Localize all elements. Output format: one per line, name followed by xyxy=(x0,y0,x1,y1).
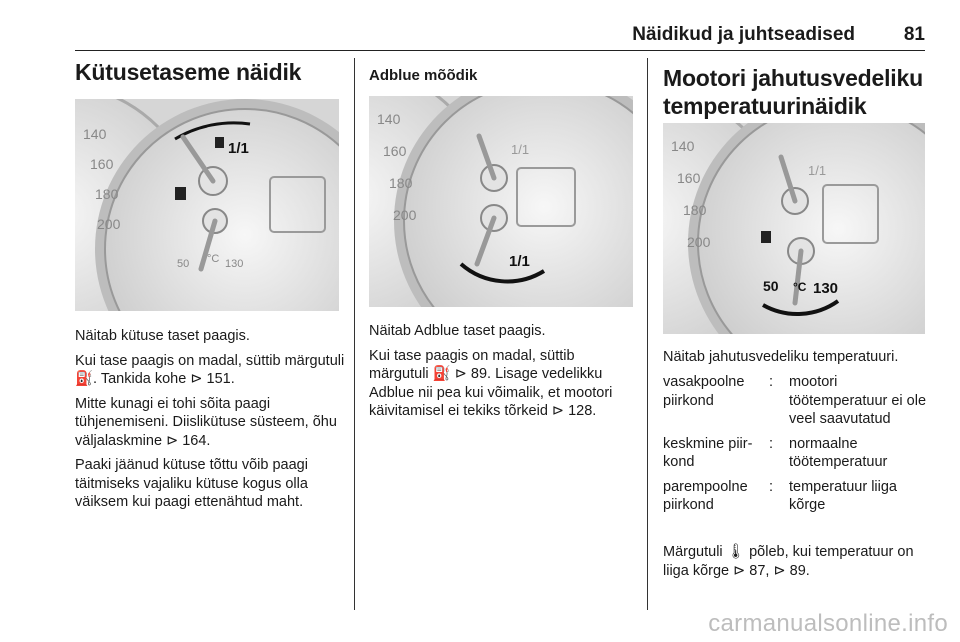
coolant-gauge-intro xyxy=(663,348,943,373)
paragraph: Märgutuli 🌡 põleb, kui temperatuur on liiga kõrge ⊳ 87, ⊳ 89. xyxy=(663,544,914,579)
adblue-gauge-figure xyxy=(369,96,633,307)
section-coolant-gauge xyxy=(663,64,943,120)
coolant-gauge-outro xyxy=(663,543,943,586)
watermark: carmanualsonline.info xyxy=(708,610,948,637)
temp-low-label: 50 xyxy=(763,278,779,294)
speed-tick: 160 xyxy=(383,143,407,159)
section-adblue-gauge xyxy=(369,66,639,86)
section-fuel-gauge xyxy=(75,58,345,86)
temp-high-label: 130 xyxy=(225,258,244,270)
definition-term: keskmine piir-kond xyxy=(663,435,753,470)
speed-tick: 140 xyxy=(377,111,401,127)
fuel-full-label: 1/1 xyxy=(228,140,249,157)
coolant-temp-icon xyxy=(761,231,771,243)
adblue-gauge-illustration xyxy=(369,96,633,307)
definition-term: vasakpoolne piirkond xyxy=(663,374,745,409)
section-heading xyxy=(663,64,943,120)
definition-colon: : xyxy=(769,435,774,452)
temp-low-label: 50 xyxy=(177,258,190,270)
column-separator-1 xyxy=(354,58,355,610)
definition-desc: temperatuur liiga kõrge xyxy=(789,478,897,513)
fuel-full-label: 1/1 xyxy=(511,142,530,157)
speed-tick: 200 xyxy=(393,207,417,223)
paragraph: Näitab kütuse taset paagis. xyxy=(75,328,250,344)
definition-row xyxy=(663,435,933,472)
coolant-gauge-illustration xyxy=(663,123,925,334)
speed-tick: 200 xyxy=(687,234,711,250)
adblue-gauge-text xyxy=(369,322,637,427)
paragraph: Paaki jäänud kütuse tõttu võib paagi täitmiseks vajaliku kütuse kogus olla väiksem kui paagi ettenähtud maht. xyxy=(75,457,308,510)
speed-tick: 140 xyxy=(83,126,107,142)
paragraph: Kui tase paagis on madal, süttib märgutuli ⛽. Tankida kohe ⊳ 151. xyxy=(75,352,345,387)
speed-tick: 180 xyxy=(389,175,413,191)
definition-row xyxy=(663,478,933,515)
definition-colon: : xyxy=(769,374,774,390)
fuel-gauge-text xyxy=(75,327,347,518)
speed-tick: 200 xyxy=(97,216,121,232)
definition-colon: : xyxy=(769,478,774,495)
speed-tick: 160 xyxy=(90,156,114,172)
temp-unit-label: °C xyxy=(793,280,807,294)
paragraph: Näitab jahutusvedeliku temperatuuri. xyxy=(663,349,899,365)
definition-desc: mootori töötemperatuur ei ole veel saavutatud xyxy=(789,374,927,427)
paragraph: Mitte kunagi ei tohi sõita paagi tühjenemiseni. Diislikütuse süsteem, õhu väljalaskmine ⊳ 164. xyxy=(75,395,337,449)
coolant-gauge-figure xyxy=(663,123,925,334)
definition-desc: normaalne töötemperatuur xyxy=(789,435,888,470)
coolant-zone-definitions xyxy=(663,373,933,521)
speed-tick: 180 xyxy=(95,186,119,202)
temp-high-label: 130 xyxy=(813,280,839,297)
definition-term: parempoolne piirkond xyxy=(663,478,748,513)
column-separator-2 xyxy=(647,58,648,610)
page-number: 81 xyxy=(903,24,925,45)
section-heading-line: temperatuurinäidik xyxy=(663,93,867,119)
section-heading-line: Mootori jahutusvedeliku xyxy=(663,65,923,91)
speed-tick: 140 xyxy=(671,138,695,154)
speed-tick: 180 xyxy=(683,202,707,218)
fuel-full-label: 1/1 xyxy=(808,163,827,178)
adblue-full-label: 1/1 xyxy=(509,253,530,270)
section-heading: Adblue mõõdik xyxy=(369,67,478,84)
temp-unit-label: °C xyxy=(207,253,220,265)
paragraph: Kui tase paagis on madal, süttib märgutuli ⛽ ⊳ 89. Lisage vedelikku Adblue nii pea kui võimalik, et mootori käivitamisel ei tekiks tõrkeid ⊳ 128. xyxy=(369,347,613,419)
fuel-gauge-figure xyxy=(75,99,339,311)
fuel-gauge-illustration xyxy=(75,99,339,311)
page-title: Näidikud ja juhtseadised xyxy=(632,24,855,45)
section-heading: Kütusetaseme näidik xyxy=(75,59,302,85)
definition-row xyxy=(663,373,933,429)
page-header xyxy=(75,22,925,51)
paragraph: Näitab Adblue taset paagis. xyxy=(369,323,546,339)
speed-tick: 160 xyxy=(677,170,701,186)
